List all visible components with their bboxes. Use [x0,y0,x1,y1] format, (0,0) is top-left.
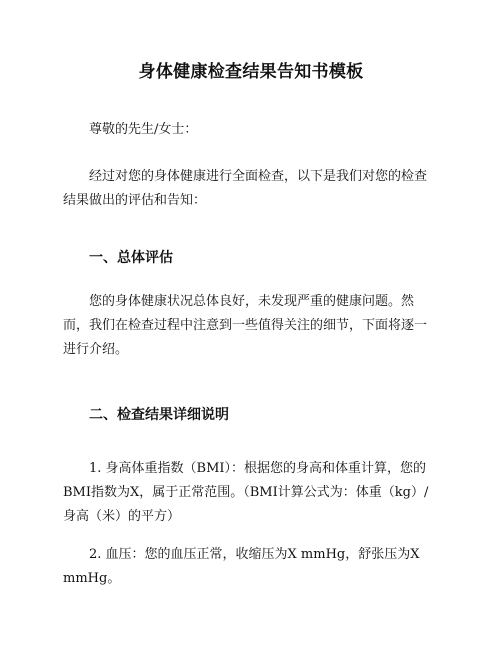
salutation: 尊敬的先生/女士： [89,122,198,137]
result-item-bmi: 1. 身高体重指数（BMI）：根据您的身高和体重计算，您的BMI指数为X，属于正常范围。（BMI计算公式为：体重（kg）/身高（米）的平方） [63,461,429,524]
section-1-body: 您的身体健康状况总体良好，未发现严重的健康问题。然而，我们在检查过程中注意到一些值得关注的细节，下面将逐一进行介绍。 [63,294,428,357]
result-item-blood-pressure: 2. 血压：您的血压正常，收缩压为X mmHg，舒张压为X mmHg。 [63,547,420,586]
section-1-heading: 一、总体评估 [89,250,173,266]
document-title: 身体健康检查结果告知书模板 [138,62,364,82]
intro-paragraph: 经过对您的身体健康进行全面检查，以下是我们对您的检查结果做出的评估和告知： [63,169,428,208]
section-2-heading: 二、检查结果详细说明 [89,407,229,423]
